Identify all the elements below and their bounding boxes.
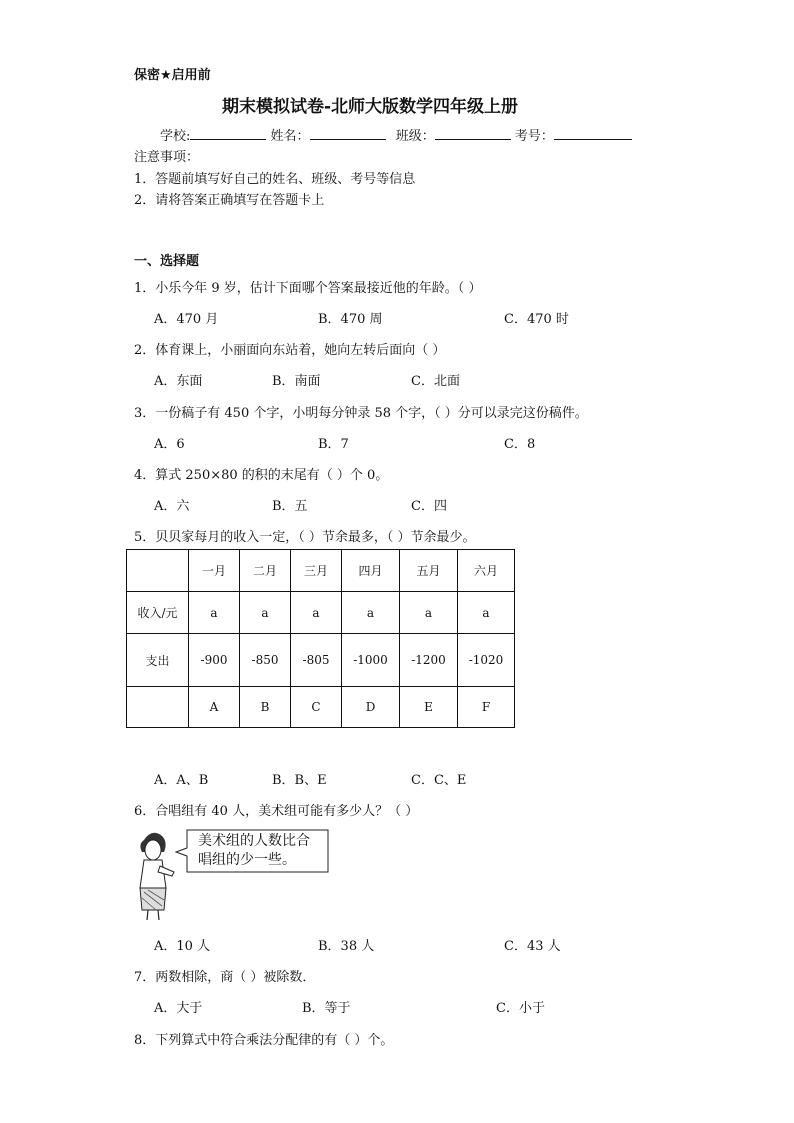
section-heading: 一、选择题 xyxy=(134,254,200,269)
table-cell xyxy=(127,687,189,728)
income-expense-table xyxy=(126,549,515,728)
table-cell: a xyxy=(291,592,342,634)
question-5: 5．贝贝家每月的收入一定，（ ）节余最多，（ ）节余最少。 xyxy=(134,530,476,545)
q7-option-b[interactable]: B．等于 xyxy=(302,1001,351,1016)
table-row xyxy=(127,592,515,634)
note-item: 1．答题前填写好自己的姓名、班级、考号等信息 xyxy=(134,172,416,187)
table-cell: a xyxy=(458,592,515,634)
q5-option-a[interactable]: A．A、B xyxy=(154,773,209,788)
info-fields xyxy=(160,125,632,144)
question-7: 7．两数相除，商（ ）被除数． xyxy=(134,970,316,985)
teacher-speech-figure xyxy=(130,826,340,926)
table-cell: B xyxy=(240,687,291,728)
table-cell: -805 xyxy=(291,634,342,687)
question-8: 8．下列算式中符合乘法分配律的有（ ）个。 xyxy=(134,1033,394,1048)
table-cell: -1200 xyxy=(400,634,458,687)
table-cell: A xyxy=(189,687,240,728)
q4-option-a[interactable]: A．六 xyxy=(154,499,190,514)
table-cell: 支出 xyxy=(127,634,189,687)
school-blank[interactable] xyxy=(190,127,266,140)
table-cell: -900 xyxy=(189,634,240,687)
table-cell: a xyxy=(342,592,400,634)
number-blank[interactable] xyxy=(554,127,632,140)
speech-line: 美术组的人数比合 xyxy=(198,833,310,849)
table-cell: -1000 xyxy=(342,634,400,687)
confidential-label: 保密★启用前 xyxy=(134,68,211,83)
table-cell: E xyxy=(400,687,458,728)
question-1: 1．小乐今年 9 岁，估计下面哪个答案最接近他的年龄。（ ） xyxy=(134,281,482,296)
q5-option-b[interactable]: B．B、E xyxy=(272,773,327,788)
speech-bubble-text xyxy=(198,832,310,870)
table-header-cell: 三月 xyxy=(291,550,342,592)
question-3: 3．一份稿子有 450 个字，小明每分钟录 58 个字，（ ）分可以录完这份稿件。 xyxy=(134,406,588,421)
table-cell: a xyxy=(240,592,291,634)
page-title: 期末模拟试卷-北师大版数学四年级上册 xyxy=(222,97,519,117)
table-cell: C xyxy=(291,687,342,728)
name-blank[interactable] xyxy=(310,127,386,140)
table-header-cell: 五月 xyxy=(400,550,458,592)
q2-option-b[interactable]: B．南面 xyxy=(272,374,321,389)
table-cell: 收入/元 xyxy=(127,592,189,634)
table-header-cell xyxy=(127,550,189,592)
name-label: 姓名： xyxy=(270,129,310,144)
table-header-row xyxy=(127,550,515,592)
speech-line: 唱组的少一些。 xyxy=(198,852,296,868)
table-header-cell: 六月 xyxy=(458,550,515,592)
school-label: 学校: xyxy=(160,129,191,144)
table-cell: F xyxy=(458,687,515,728)
table-header-cell: 一月 xyxy=(189,550,240,592)
notes-heading: 注意事项： xyxy=(134,150,200,165)
q7-option-c[interactable]: C．小于 xyxy=(496,1001,545,1016)
q4-option-c[interactable]: C．四 xyxy=(411,499,447,514)
table-row xyxy=(127,687,515,728)
question-2: 2．体育课上，小丽面向东站着，她向左转后面向（ ） xyxy=(134,343,446,358)
table-header-cell: 四月 xyxy=(342,550,400,592)
question-6: 6．合唱组有 40 人，美术组可能有多少人？（ ） xyxy=(134,804,419,819)
q6-option-b[interactable]: B．38 人 xyxy=(318,939,375,954)
q2-option-a[interactable]: A．东面 xyxy=(154,374,203,389)
class-blank[interactable] xyxy=(435,127,511,140)
q1-option-c[interactable]: C．470 时 xyxy=(504,312,569,327)
question-4: 4．算式 250×80 的积的末尾有（ ）个 0。 xyxy=(134,468,389,483)
table-cell: a xyxy=(189,592,240,634)
q3-option-b[interactable]: B．7 xyxy=(318,437,349,452)
q2-option-c[interactable]: C．北面 xyxy=(411,374,460,389)
q3-option-c[interactable]: C．8 xyxy=(504,437,536,452)
q3-option-a[interactable]: A．6 xyxy=(154,437,185,452)
table-cell: a xyxy=(400,592,458,634)
q1-option-b[interactable]: B．470 周 xyxy=(318,312,383,327)
table-cell: D xyxy=(342,687,400,728)
class-label: 班级： xyxy=(395,129,435,144)
note-item: 2．请将答案正确填写在答题卡上 xyxy=(134,193,325,208)
q1-option-a[interactable]: A．470 月 xyxy=(154,312,219,327)
table-header-cell: 二月 xyxy=(240,550,291,592)
q7-option-a[interactable]: A．大于 xyxy=(154,1001,203,1016)
q6-option-a[interactable]: A．10 人 xyxy=(154,939,211,954)
q5-option-c[interactable]: C．C、E xyxy=(411,773,467,788)
table-row xyxy=(127,634,515,687)
table-cell: -1020 xyxy=(458,634,515,687)
q4-option-b[interactable]: B．五 xyxy=(272,499,308,514)
table-cell: -850 xyxy=(240,634,291,687)
number-label: 考号： xyxy=(514,129,554,144)
q6-option-c[interactable]: C．43 人 xyxy=(504,939,561,954)
